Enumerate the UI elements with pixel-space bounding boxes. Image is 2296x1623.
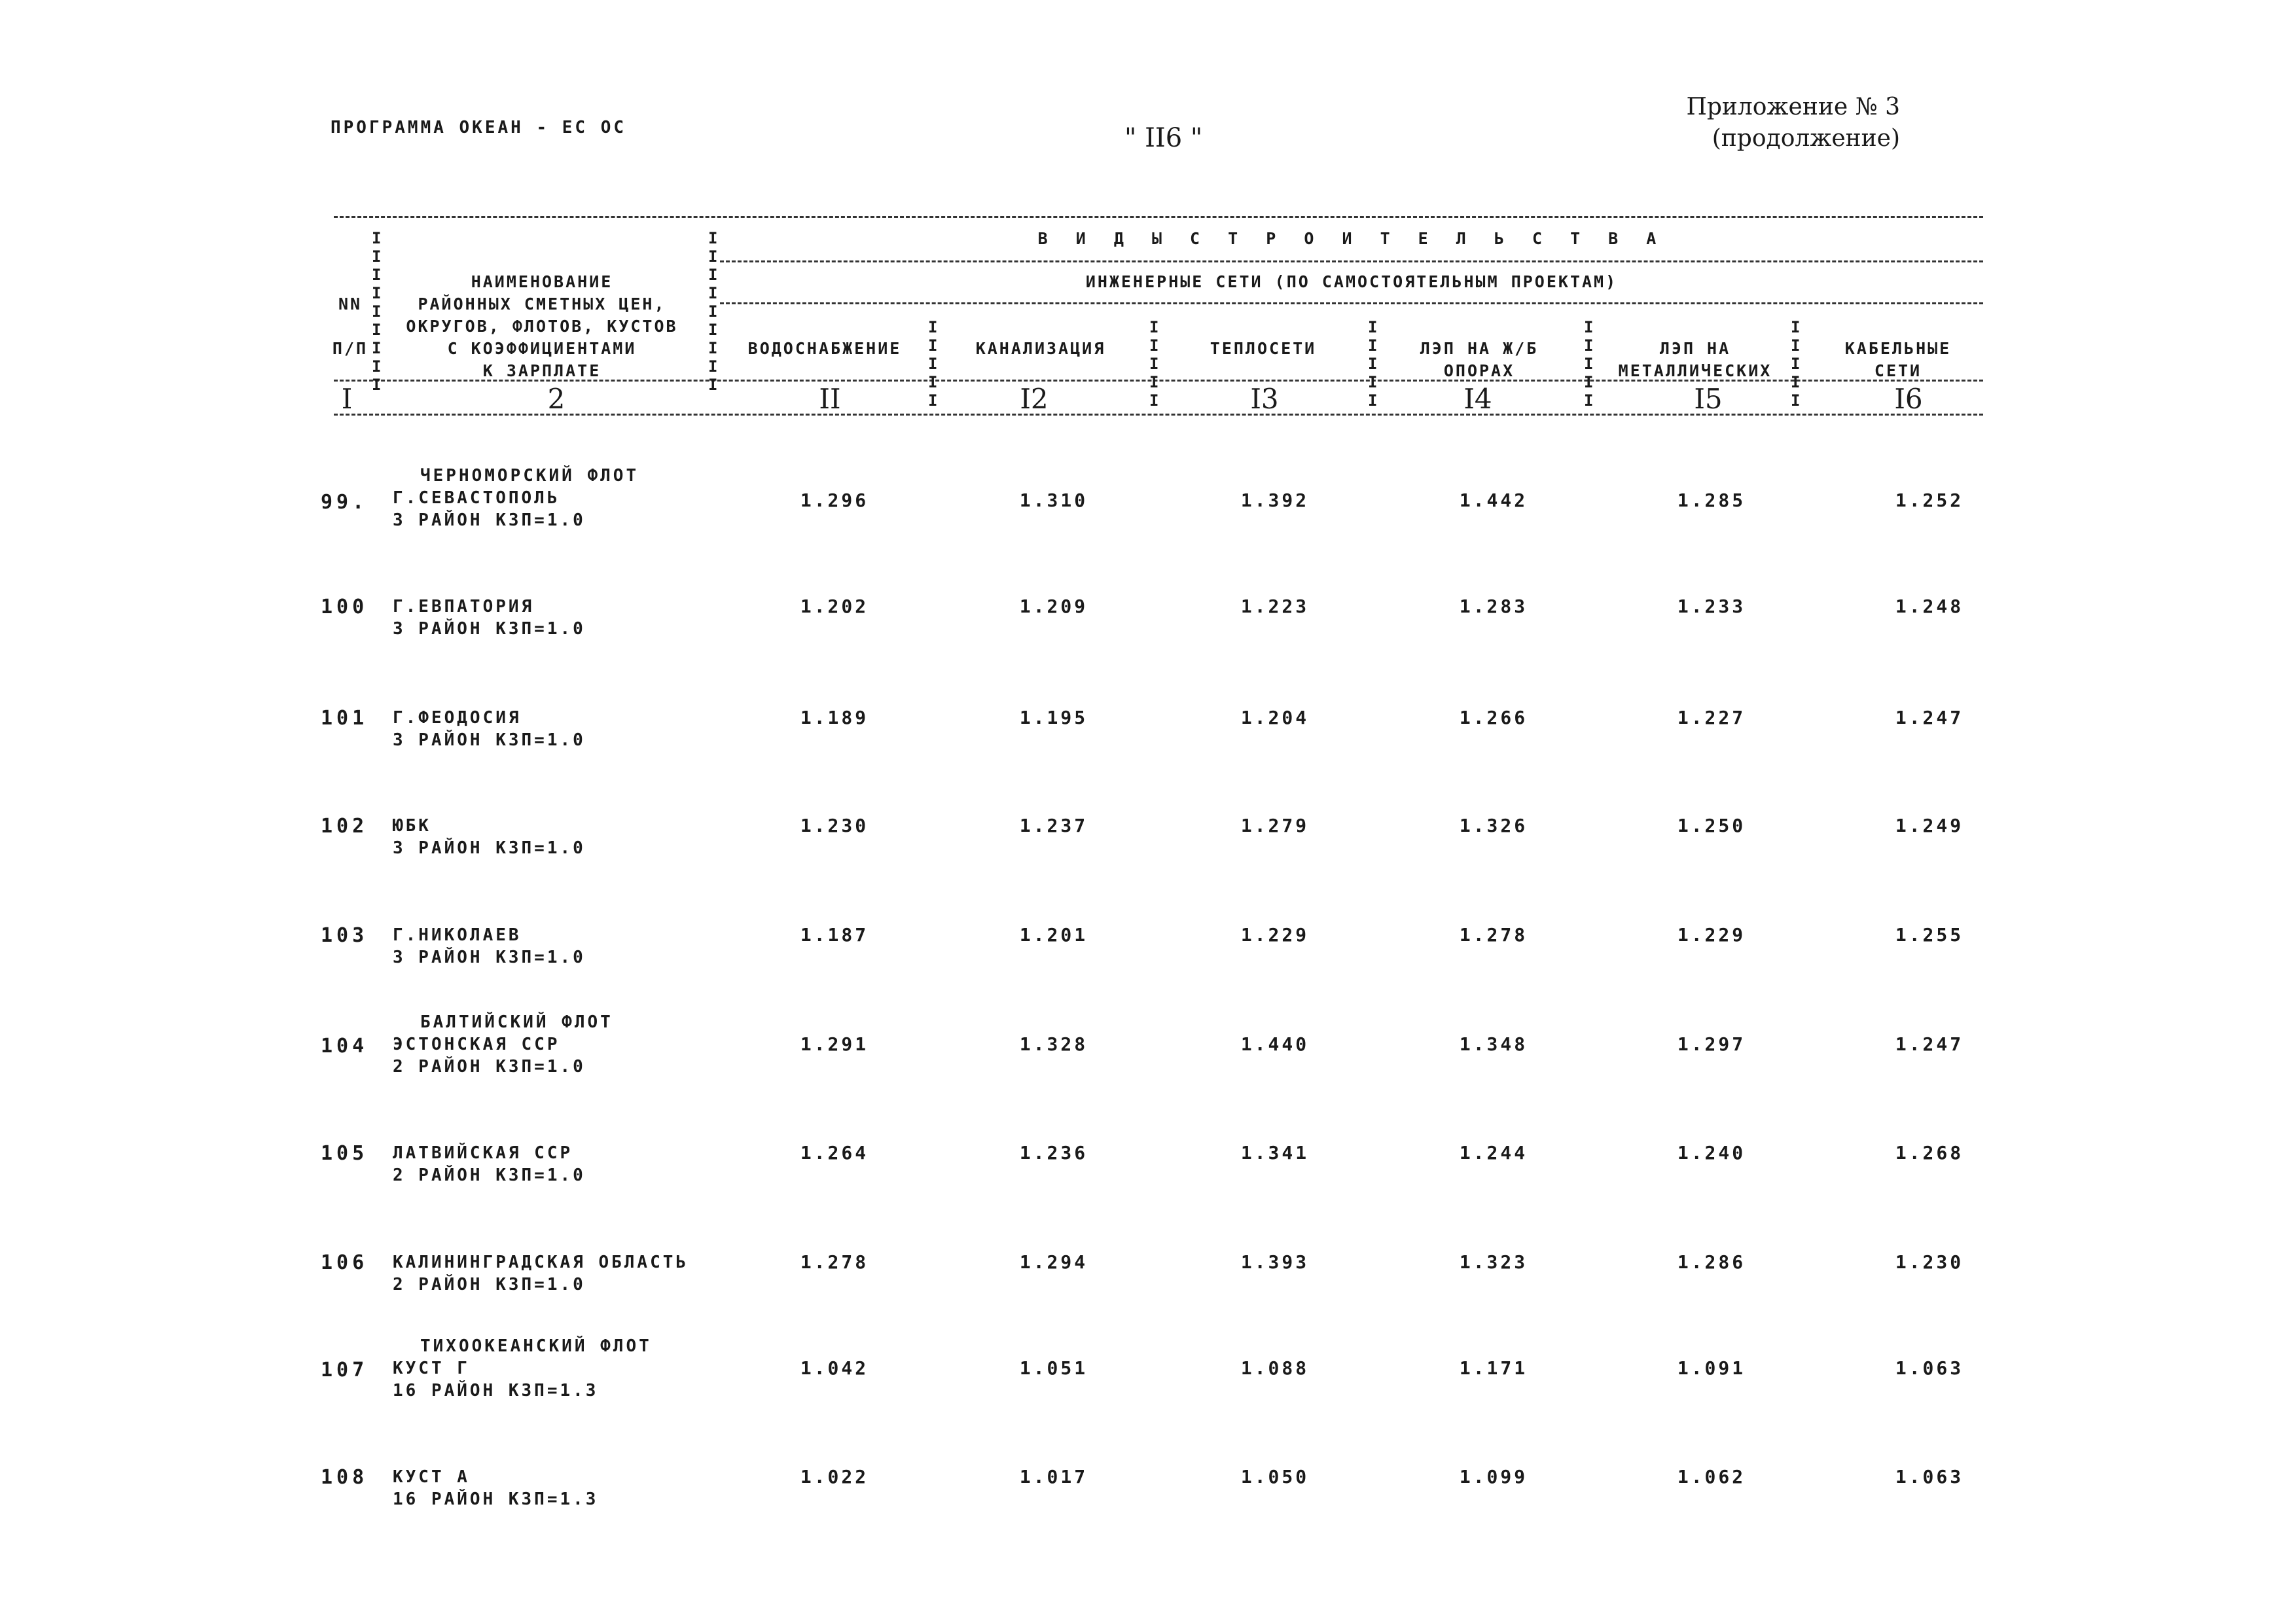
appendix-line-1: Приложение № 3	[1686, 94, 1900, 120]
cell-power-concrete: 1.348	[1459, 1033, 1528, 1055]
column-number-15: I5	[1694, 383, 1723, 415]
cell-water: 1.278	[800, 1251, 869, 1273]
column-number-12: I2	[1020, 383, 1049, 415]
row-name	[393, 1335, 652, 1402]
column-number-16: I6	[1894, 383, 1923, 415]
cell-power-concrete: 1.278	[1459, 924, 1528, 946]
cell-cable: 1.063	[1895, 1466, 1964, 1488]
separator-col1: I I I I I I I I I	[372, 229, 384, 394]
cell-power-metal: 1.233	[1677, 596, 1746, 617]
row-number: 107	[321, 1359, 368, 1382]
header-col-water-label: ВОДОСНАБЖЕНИЕ	[747, 339, 902, 358]
row-region: 2 РАЙОН КЗП=1.0	[393, 1057, 586, 1077]
header-col-power-concrete	[1381, 338, 1577, 382]
cell-heat: 1.392	[1240, 490, 1310, 511]
cell-power-concrete: 1.283	[1459, 596, 1528, 617]
separator-col4: I I I I I	[1149, 318, 1162, 410]
row-name	[393, 596, 586, 640]
cell-water: 1.291	[800, 1033, 869, 1055]
table-row	[0, 1335, 2296, 1433]
cell-water: 1.189	[800, 707, 869, 728]
row-location: ЮБК	[393, 816, 431, 836]
header-subgroup-title: ИНЖЕНЕРНЫЕ СЕТИ (ПО САМОСТОЯТЕЛЬНЫМ ПРОЕКТАМ)	[1085, 272, 1618, 291]
row-region: 3 РАЙОН КЗП=1.0	[393, 730, 586, 750]
cell-power-metal: 1.240	[1677, 1142, 1746, 1164]
appendix-title	[1686, 92, 1900, 154]
row-group: БАЛТИЙСКИЙ ФЛОТ	[420, 1012, 613, 1032]
table-row	[0, 815, 2296, 913]
cell-power-metal: 1.227	[1677, 707, 1746, 728]
separator-col5: I I I I I	[1368, 318, 1380, 410]
separator-col2: I I I I I I I I I	[708, 229, 721, 394]
cell-cable: 1.247	[1895, 1033, 1964, 1055]
row-region: 16 РАЙОН КЗП=1.3	[393, 1489, 599, 1509]
row-name	[393, 465, 639, 531]
header-name-line-3: ОКРУГОВ, ФЛОТОВ, КУСТОВ	[406, 317, 678, 336]
table-row	[0, 1142, 2296, 1240]
row-location: Г.СЕВАСТОПОЛЬ	[393, 488, 560, 508]
cell-heat: 1.279	[1240, 815, 1310, 836]
table-row	[0, 1466, 2296, 1564]
cell-water: 1.264	[800, 1142, 869, 1164]
row-number: 101	[321, 707, 368, 730]
cell-sewer: 1.310	[1019, 490, 1088, 511]
column-number-14: I4	[1463, 383, 1492, 415]
cell-power-concrete: 1.442	[1459, 490, 1528, 511]
cell-sewer: 1.209	[1019, 596, 1088, 617]
cell-power-metal: 1.297	[1677, 1033, 1746, 1055]
cell-water: 1.187	[800, 924, 869, 946]
row-location: Г.ЕВПАТОРИЯ	[393, 597, 535, 616]
cell-cable: 1.063	[1895, 1357, 1964, 1379]
cell-cable: 1.268	[1895, 1142, 1964, 1164]
cell-sewer: 1.051	[1019, 1357, 1088, 1379]
cell-sewer: 1.237	[1019, 815, 1088, 836]
cell-cable: 1.230	[1895, 1251, 1964, 1273]
header-col-cable-label-2: СЕТИ	[1874, 361, 1922, 380]
row-group: ТИХООКЕАНСКИЙ ФЛОТ	[420, 1336, 652, 1356]
appendix-line-2: (продолжение)	[1712, 125, 1900, 152]
cell-cable: 1.249	[1895, 815, 1964, 836]
separator-col6: I I I I I	[1584, 318, 1596, 410]
cell-power-concrete: 1.326	[1459, 815, 1528, 836]
row-location: КАЛИНИНГРАДСКАЯ ОБЛАСТЬ	[393, 1253, 689, 1272]
cell-heat: 1.341	[1240, 1142, 1310, 1164]
row-name	[393, 1142, 586, 1186]
cell-power-metal: 1.062	[1677, 1466, 1746, 1488]
cell-water: 1.202	[800, 596, 869, 617]
row-number: 104	[321, 1035, 368, 1058]
row-location: ЭСТОНСКАЯ ССР	[393, 1035, 560, 1054]
row-number: 105	[321, 1142, 368, 1165]
cell-heat: 1.223	[1240, 596, 1310, 617]
cell-power-metal: 1.091	[1677, 1357, 1746, 1379]
cell-water: 1.230	[800, 815, 869, 836]
row-number: 102	[321, 815, 368, 838]
cell-sewer: 1.236	[1019, 1142, 1088, 1164]
header-name-line-4: С КОЭФФИЦИЕНТАМИ	[447, 339, 637, 358]
header-col-heat-label: ТЕПЛОСЕТИ	[1210, 339, 1317, 358]
row-group: ЧЕРНОМОРСКИЙ ФЛОТ	[420, 466, 639, 486]
cell-power-metal: 1.285	[1677, 490, 1746, 511]
cell-water: 1.022	[800, 1466, 869, 1488]
header-pp: П/П	[332, 339, 368, 358]
page-number: " II6 "	[1124, 123, 1203, 153]
row-location: Г.НИКОЛАЕВ	[393, 925, 522, 945]
row-region: 3 РАЙОН КЗП=1.0	[393, 948, 586, 967]
header-col-sewer	[942, 338, 1139, 360]
table-row	[0, 1011, 2296, 1109]
row-name	[393, 1251, 689, 1296]
cell-cable: 1.252	[1895, 490, 1964, 511]
row-name	[393, 815, 586, 859]
cell-sewer: 1.017	[1019, 1466, 1088, 1488]
header-col-power-concrete-label-2: ОПОРАХ	[1443, 361, 1515, 380]
table-row	[0, 924, 2296, 1022]
column-number-13: I3	[1250, 383, 1279, 415]
table-row	[0, 707, 2296, 805]
row-location: КУСТ А	[393, 1467, 470, 1487]
cell-sewer: 1.328	[1019, 1033, 1088, 1055]
row-region: 2 РАЙОН КЗП=1.0	[393, 1166, 586, 1185]
row-number: 99.	[321, 491, 368, 514]
cell-cable: 1.248	[1895, 596, 1964, 617]
header-col-sewer-label: КАНАЛИЗАЦИЯ	[975, 339, 1106, 358]
table-row	[0, 596, 2296, 694]
cell-power-concrete: 1.099	[1459, 1466, 1528, 1488]
header-name-line-2: РАЙОННЫХ СМЕТНЫХ ЦЕН,	[418, 294, 666, 313]
cell-heat: 1.204	[1240, 707, 1310, 728]
cell-heat: 1.050	[1240, 1466, 1310, 1488]
row-location: КУСТ Г	[393, 1359, 470, 1378]
row-number: 100	[321, 596, 368, 618]
cell-heat: 1.088	[1240, 1357, 1310, 1379]
header-col-power-metal-label-1: ЛЭП НА	[1659, 339, 1731, 358]
cell-sewer: 1.195	[1019, 707, 1088, 728]
header-col-water	[726, 338, 923, 360]
cell-sewer: 1.201	[1019, 924, 1088, 946]
row-location: Г.ФЕОДОСИЯ	[393, 708, 522, 728]
cell-power-metal: 1.250	[1677, 815, 1746, 836]
header-name-line-5: К ЗАРПЛАТЕ	[482, 361, 601, 380]
row-name	[393, 1466, 598, 1510]
row-region: 3 РАЙОН КЗП=1.0	[393, 619, 586, 639]
row-name	[393, 1011, 613, 1078]
header-rule-group	[720, 260, 1983, 262]
cell-heat: 1.440	[1240, 1033, 1310, 1055]
separator-col7: I I I I I	[1791, 318, 1803, 410]
row-region: 3 РАЙОН КЗП=1.0	[393, 838, 586, 858]
column-number-1: I	[341, 383, 353, 415]
cell-sewer: 1.294	[1019, 1251, 1088, 1273]
cell-cable: 1.247	[1895, 707, 1964, 728]
row-number: 108	[321, 1466, 368, 1489]
separator-col3: I I I I I	[928, 318, 941, 410]
row-region: 3 РАЙОН КЗП=1.0	[393, 510, 586, 530]
cell-power-metal: 1.229	[1677, 924, 1746, 946]
row-name	[393, 924, 586, 969]
row-region: 2 РАЙОН КЗП=1.0	[393, 1275, 586, 1294]
header-col-cable	[1806, 338, 1990, 382]
header-group-title: В И Д Ы С Т Р О И Т Е Л Ь С Т В А	[1037, 229, 1666, 248]
cell-power-metal: 1.286	[1677, 1251, 1746, 1273]
program-name: ПРОГРАММА ОКЕАН - ЕС ОС	[331, 118, 627, 137]
header-col-heat	[1165, 338, 1361, 360]
row-name	[393, 707, 586, 751]
header-rule-subgroup	[720, 302, 1983, 304]
header-nn: NN	[338, 294, 363, 313]
cell-power-concrete: 1.171	[1459, 1357, 1528, 1379]
row-region: 16 РАЙОН КЗП=1.3	[393, 1381, 599, 1400]
cell-power-concrete: 1.244	[1459, 1142, 1528, 1164]
header-name-line-1: НАИМЕНОВАНИЕ	[471, 272, 613, 291]
header-rule-top	[334, 216, 1983, 218]
cell-water: 1.042	[800, 1357, 869, 1379]
header-col-cable-label-1: КАБЕЛЬНЫЕ	[1844, 339, 1952, 358]
header-col-power-concrete-label-1: ЛЭП НА Ж/Б	[1420, 339, 1539, 358]
cell-heat: 1.393	[1240, 1251, 1310, 1273]
cell-power-concrete: 1.323	[1459, 1251, 1528, 1273]
column-number-11: II	[819, 383, 841, 415]
cell-water: 1.296	[800, 490, 869, 511]
header-col-power-metal-label-2: МЕТАЛЛИЧЕСКИХ	[1618, 361, 1772, 380]
row-location: ЛАТВИЙСКАЯ ССР	[393, 1143, 573, 1163]
cell-power-concrete: 1.266	[1459, 707, 1528, 728]
row-number: 106	[321, 1251, 368, 1274]
row-number: 103	[321, 924, 368, 947]
table-row	[0, 465, 2296, 563]
cell-cable: 1.255	[1895, 924, 1964, 946]
header-col-power-metal	[1597, 338, 1793, 382]
column-number-2: 2	[547, 383, 565, 415]
cell-heat: 1.229	[1240, 924, 1310, 946]
header-name-column	[378, 271, 706, 382]
